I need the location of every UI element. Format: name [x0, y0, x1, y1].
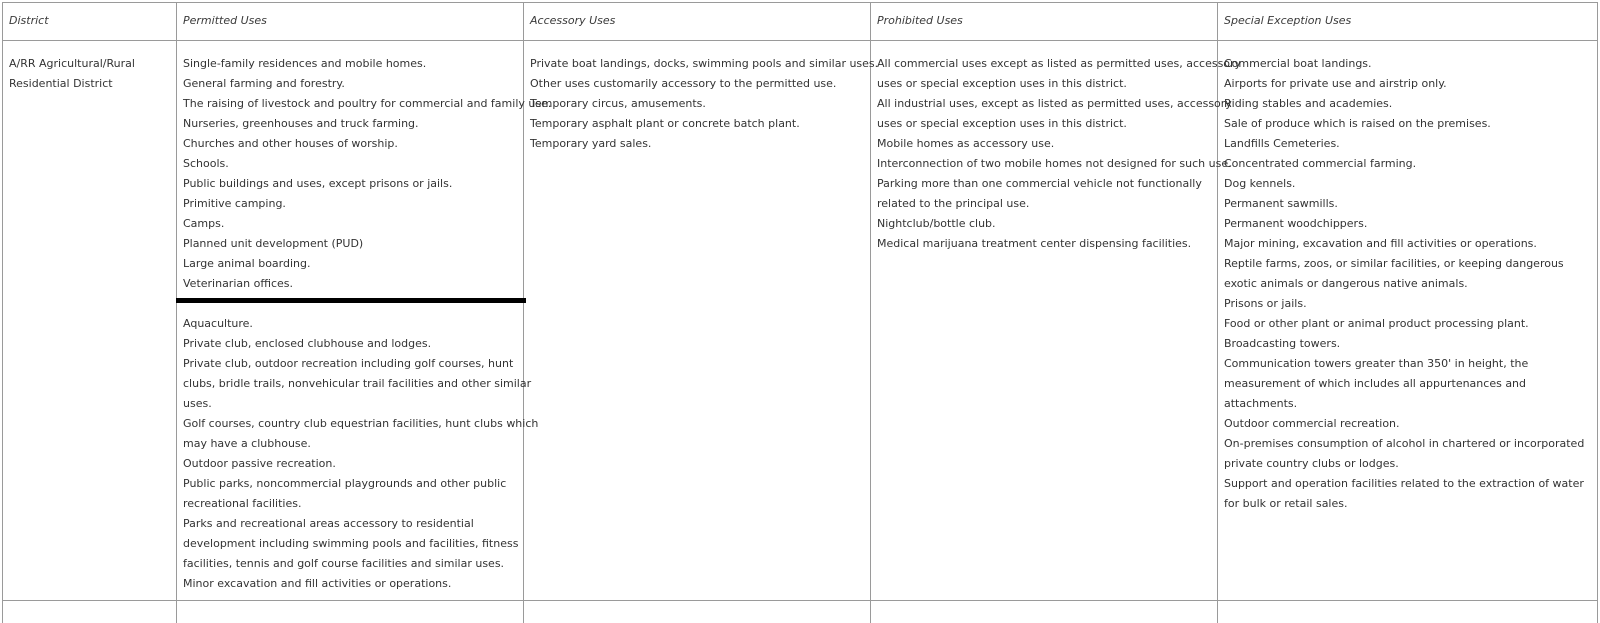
- text-line: Nightclub/bottle club.: [877, 217, 996, 230]
- text-line: Concentrated commercial farming.: [1224, 157, 1417, 170]
- header-district: District: [9, 14, 49, 27]
- header-permitted-uses: Permitted Uses: [183, 14, 267, 27]
- text-line: may have a clubhouse.: [183, 437, 311, 450]
- text-line: Temporary asphalt plant or concrete batch plant.: [530, 117, 800, 130]
- text-line: Sale of produce which is raised on the premises.: [1224, 117, 1491, 130]
- district-cell: [9, 54, 135, 94]
- text-line: Interconnection of two mobile homes not designed for such use.: [877, 157, 1232, 170]
- text-line: related to the principal use.: [877, 197, 1030, 210]
- text-line: Broadcasting towers.: [1224, 337, 1341, 350]
- text-line: Medical marijuana treatment center dispensing facilities.: [877, 237, 1192, 250]
- text-line: Permanent woodchippers.: [1224, 217, 1368, 230]
- text-line: Minor excavation and fill activities or operations.: [183, 577, 452, 590]
- text-line: Permanent sawmills.: [1224, 197, 1338, 210]
- text-line: Dog kennels.: [1224, 177, 1296, 190]
- text-line: All commercial uses except as listed as permitted uses, accessory: [877, 57, 1242, 70]
- text-line: Support and operation facilities related to the extraction of water: [1224, 477, 1584, 490]
- row-bottom-border: [3, 600, 1598, 601]
- text-line: Churches and other houses of worship.: [183, 137, 398, 150]
- header-accessory-uses: Accessory Uses: [530, 14, 616, 27]
- text-line: development including swimming pools and facilities, fitness: [183, 537, 519, 550]
- accessory-uses-cell: [530, 54, 878, 154]
- text-line: Communication towers greater than 350' in height, the: [1224, 357, 1529, 370]
- text-line: Nurseries, greenhouses and truck farming.: [183, 117, 419, 130]
- text-line: Commercial boat landings.: [1224, 57, 1372, 70]
- text-line: Public buildings and uses, except prisons or jails.: [183, 177, 453, 190]
- text-line: Airports for private use and airstrip only.: [1224, 77, 1447, 90]
- special-exception-uses-cell: [1224, 54, 1584, 514]
- text-line: for bulk or retail sales.: [1224, 497, 1348, 510]
- text-line: recreational facilities.: [183, 497, 302, 510]
- text-line: Mobile homes as accessory use.: [877, 137, 1055, 150]
- text-line: Private club, enclosed clubhouse and lodges.: [183, 337, 432, 350]
- text-line: uses.: [183, 397, 212, 410]
- text-line: Aquaculture.: [183, 317, 253, 330]
- header-special-exception-uses: Special Exception Uses: [1224, 14, 1352, 27]
- text-line: General farming and forestry.: [183, 77, 345, 90]
- text-line: Schools.: [183, 157, 229, 170]
- text-line: Reptile farms, zoos, or similar facilities, or keeping dangerous: [1224, 257, 1564, 270]
- text-line: Major mining, excavation and fill activities or operations.: [1224, 237, 1537, 250]
- text-line: Other uses customarily accessory to the permitted use.: [530, 77, 837, 90]
- text-line: measurement of which includes all appurtenances and: [1224, 377, 1527, 390]
- text-line: Riding stables and academies.: [1224, 97, 1393, 110]
- text-line: Planned unit development (PUD): [183, 237, 364, 250]
- text-line: Prisons or jails.: [1224, 297, 1307, 310]
- text-line: uses or special exception uses in this district.: [877, 77, 1127, 90]
- text-line: A/RR Agricultural/Rural: [9, 57, 135, 70]
- text-line: Outdoor passive recreation.: [183, 457, 336, 470]
- text-line: The raising of livestock and poultry for commercial and family use.: [183, 97, 552, 110]
- text-line: On-premises consumption of alcohol in chartered or incorporated: [1224, 437, 1585, 450]
- section-divider: [176, 298, 526, 303]
- text-line: All industrial uses, except as listed as permitted uses, accessory: [877, 97, 1232, 110]
- permitted-uses-cell-a: [183, 54, 551, 294]
- text-line: Parking more than one commercial vehicle not functionally: [877, 177, 1202, 190]
- text-line: facilities, tennis and golf course facilities and similar uses.: [183, 557, 505, 570]
- text-line: Primitive camping.: [183, 197, 286, 210]
- prohibited-uses-cell: [877, 54, 1241, 254]
- text-line: Temporary circus, amusements.: [530, 97, 706, 110]
- text-line: Private boat landings, docks, swimming pools and similar uses.: [530, 57, 879, 70]
- text-line: Private club, outdoor recreation including golf courses, hunt: [183, 357, 514, 370]
- text-line: Veterinarian offices.: [183, 277, 294, 290]
- zoning-table: [2, 2, 1598, 623]
- text-line: Residential District: [9, 77, 113, 90]
- text-line: Temporary yard sales.: [530, 137, 652, 150]
- text-line: exotic animals or dangerous native animals.: [1224, 277, 1468, 290]
- permitted-uses-cell-b: [183, 314, 538, 594]
- header-prohibited-uses: Prohibited Uses: [877, 14, 963, 27]
- text-line: Large animal boarding.: [183, 257, 311, 270]
- text-line: Food or other plant or animal product processing plant.: [1224, 317, 1529, 330]
- column-district: [3, 3, 177, 623]
- text-line: Parks and recreational areas accessory to residential: [183, 517, 474, 530]
- text-line: Landfills Cemeteries.: [1224, 137, 1340, 150]
- text-line: Camps.: [183, 217, 225, 230]
- text-line: Outdoor commercial recreation.: [1224, 417, 1400, 430]
- text-line: clubs, bridle trails, nonvehicular trail facilities and other similar: [183, 377, 532, 390]
- text-line: Single-family residences and mobile homes.: [183, 57, 427, 70]
- text-line: Golf courses, country club equestrian facilities, hunt clubs which: [183, 417, 539, 430]
- text-line: uses or special exception uses in this district.: [877, 117, 1127, 130]
- text-line: attachments.: [1224, 397, 1298, 410]
- text-line: private country clubs or lodges.: [1224, 457, 1399, 470]
- text-line: Public parks, noncommercial playgrounds and other public: [183, 477, 507, 490]
